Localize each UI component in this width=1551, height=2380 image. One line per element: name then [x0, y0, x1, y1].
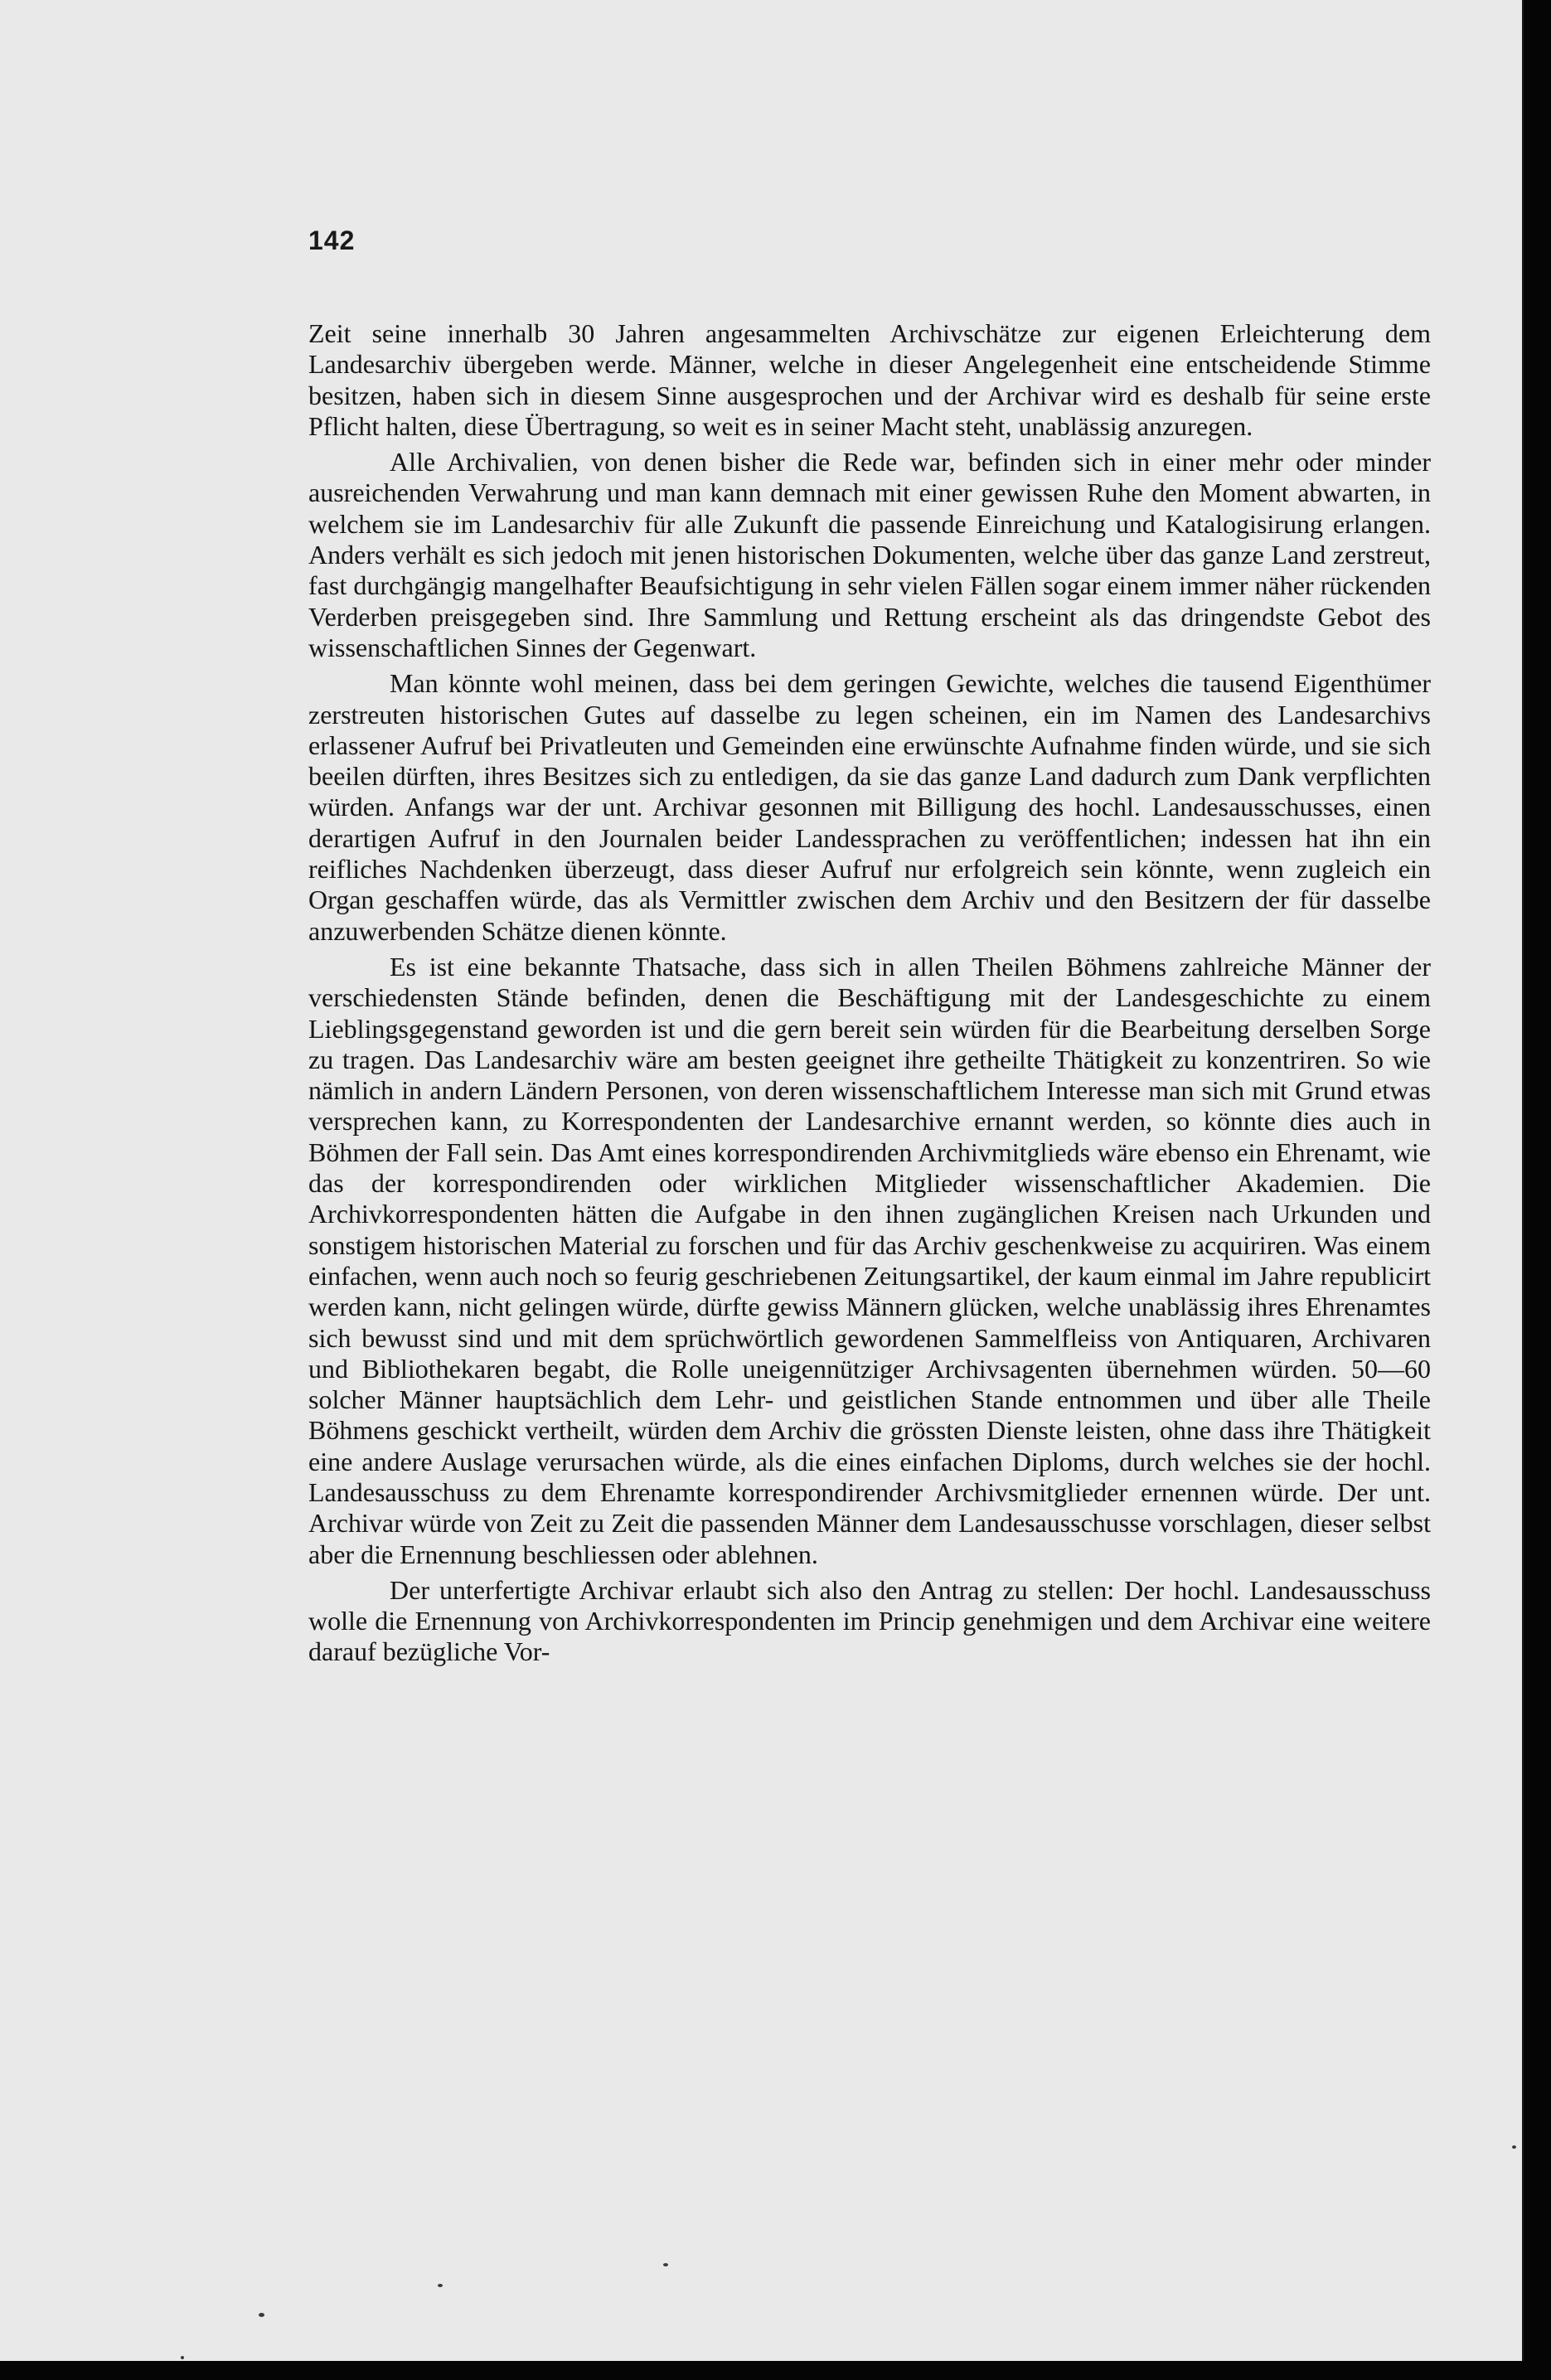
scan-speck — [259, 2313, 264, 2317]
scan-speck — [1512, 2145, 1516, 2149]
scan-speck — [438, 2284, 443, 2287]
page-number: 142 — [308, 225, 356, 255]
paragraph-5: Der unterfertigte Archivar erlaubt sich also den Antrag zu stellen: Der hochl. Landesausschuss wolle die Ernennung von Archivkorrespondenten im Princip genehmigen und dem Archivar eine weitere darauf bezügliche Vor- — [308, 1574, 1431, 1667]
scan-speck — [663, 2263, 668, 2266]
body-text — [308, 318, 1431, 1673]
paragraph-4: Es ist eine bekannte Thatsache, dass sich in allen Theilen Böhmens zahlreiche Männer der verschiedensten Stände befinden, denen die Beschäftigung mit der Landesgeschichte zu einem Lieblingsgegenstand geworden ist und die gern bereit sein würden für die Bearbeitung derselben Sorge zu tragen. Das Landesarchiv wäre am besten geeignet ihre getheilte Thätigkeit zu konzentriren. So wie nämlich in andern Ländern Personen, von deren wissenschaftlichem Interesse man sich mit Grund etwas versprechen kann, zu Korrespondenten der Landesarchive ernannt werden, so könnte dies auch in Böhmen der Fall sein. Das Amt eines korrespondirenden Archivmitglieds wäre ebenso ein Ehrenamt, wie das der korrespondirenden oder wirklichen Mitglieder wissenschaftlicher Akademien. Die Archivkorrespondenten hätten die Aufgabe in den ihnen zugänglichen Kreisen nach Urkunden und sonstigem historischen Material zu forschen und für das Archiv geschenkweise zu acquiriren. Was einem einfachen, wenn auch noch so feurig geschriebenen Zeitungsartikel, der kaum einmal im Jahre republicirt werden kann, nicht gelingen würde, dürfte gewiss Männern glücken, welche unablässig ihres Ehrenamtes sich bewusst sind und mit dem sprüchwörtlich gewordenen Sammelfleiss von Antiquaren, Archivaren und Bibliothekaren begabt, die Rolle uneigennütziger Archivsagenten übernehmen würden. 50—60 solcher Männer hauptsächlich dem Lehr- und geistlichen Stande entnommen und über alle Theile Böhmens geschickt vertheilt, würden dem Archiv die grössten Dienste leisten, ohne dass ihre Thätigkeit eine andere Auslage verursachen würde, als die eines einfachen Diploms, durch welches sie der hochl. Landesausschuss zu dem Ehrenamte korrespondirender Archivsmitglieder ernennen würde. Der unt. Archivar würde von Zeit zu Zeit die passenden Männer dem Landesausschusse vorschlagen, dieser selbst aber die Ernennung beschliessen oder ablehnen. — [308, 951, 1431, 1569]
paragraph-3: Man könnte wohl meinen, dass bei dem geringen Gewichte, welches die tausend Eigenthümer zerstreuten historischen Gutes auf dasselbe zu legen scheinen, ein im Namen des Landesarchivs erlassener Aufruf bei Privatleuten und Gemeinden eine erwünschte Aufnahme finden würde, und sie sich beeilen dürften, ihres Besitzes sich zu entledigen, da sie das ganze Land dadurch zum Dank verpflichten würden. Anfangs war der unt. Archivar gesonnen mit Billigung des hochl. Landesausschusses, einen derartigen Aufruf in den Journalen beider Landessprachen zu veröffentlichen; indessen hat ihn ein reifliches Nachdenken überzeugt, dass dieser Aufruf nur erfolgreich sein könnte, wenn zugleich ein Organ geschaffen würde, das als Vermittler zwischen dem Archiv und den Besitzern der für dasselbe anzuwerbenden Schätze dienen könnte. — [308, 668, 1431, 946]
scan-speck — [181, 2356, 184, 2359]
paragraph-2: Alle Archivalien, von denen bisher die Rede war, befinden sich in einer mehr oder minder ausreichenden Verwahrung und man kann demnach mit einer gewissen Ruhe den Moment abwarten, in welchem sie im Landesarchiv für alle Zukunft die passende Einreichung und Katalogisirung erlangen. Anders verhält es sich jedoch mit jenen historischen Dokumenten, welche über das ganze Land zerstreut, fast durchgängig mangelhafter Beaufsichtigung in sehr vielen Fällen sogar einem immer näher rückenden Verderben preisgegeben sind. Ihre Sammlung und Rettung erscheint als das dringendste Gebot des wissenschaftlichen Sinnes der Gegenwart. — [308, 447, 1431, 662]
paragraph-1: Zeit seine innerhalb 30 Jahren angesammelten Archivschätze zur eigenen Erleichterung dem Landesarchiv übergeben werde. Männer, welche in dieser Angelegenheit eine entscheidende Stimme besitzen, haben sich in diesem Sinne ausgesprochen und der Archivar wird es deshalb für seine erste Pflicht halten, diese Übertragung, so weit es in seiner Macht steht, unablässig anzuregen. — [308, 318, 1431, 441]
